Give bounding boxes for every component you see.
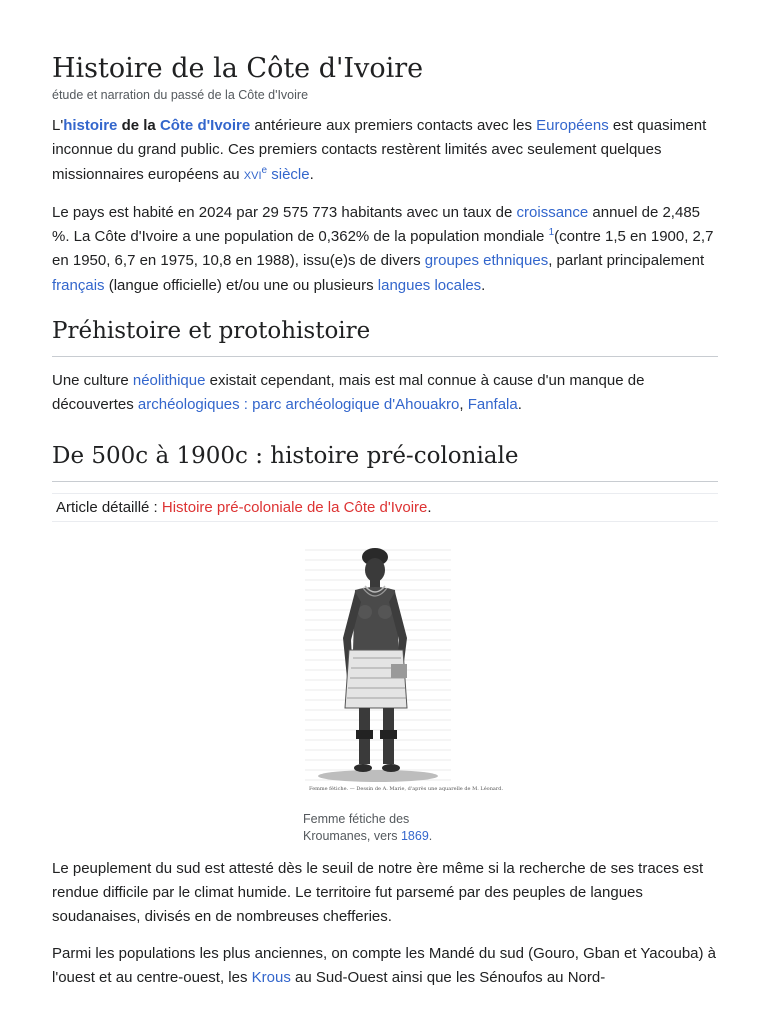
link-1869[interactable]: 1869 bbox=[400, 828, 429, 843]
population-paragraph: Le pays est habité en 2024 par 29 575 773 habitants avec un taux de croissance annuel de 2,485 %. La Côte d'Ivoire a une population de 0,362% de la population mondiale $^1$(contre 1,5 en 1900, 2,7 en 1950, 6,7 en 1975, 10,8 en 1988), issu(e)s de divers groupes ethniques, parlant principalement français (langue officielle) et/ou une ou plusieurs langues locales. bbox=[52, 203, 714, 294]
link-cote-divoire[interactable]: Côte d'Ivoire bbox=[159, 117, 251, 134]
link-histoire-precoloniale[interactable]: Histoire pré-coloniale de la Côte d'Ivoire bbox=[161, 498, 428, 516]
figure bbox=[303, 540, 504, 845]
figure-caption: Femme fétiche des Kroumanes, vers 1869. bbox=[303, 811, 433, 843]
article bbox=[52, 0, 718, 990]
section-heading-precoloniale: De 500c à 1900c : histoire pré-coloniale bbox=[52, 440, 718, 482]
link-europeens[interactable]: Européens bbox=[536, 117, 609, 134]
link-archeologiques[interactable]: archéologiques bbox=[137, 396, 240, 414]
section-heading-prehistoire: Préhistoire et protohistoire bbox=[52, 315, 718, 357]
link-francais[interactable]: français bbox=[52, 276, 105, 294]
link-groupes-ethniques[interactable]: groupes ethniques bbox=[424, 252, 549, 270]
peuplement-paragraph: Le peuplement du sud est attesté dès le seuil de notre ère même si la recherche de ses traces est rendue difficile par le climat humide. Le territoire fut parsemé par des peuples de langues soudanaises, divisés en de nombreuses chefferies. bbox=[52, 859, 704, 926]
engraving-image[interactable] bbox=[303, 540, 504, 802]
hatnote: Article détaillé : Histoire pré-coloniale de la Côte d'Ivoire. bbox=[52, 493, 718, 522]
link-langues-locales[interactable]: langues locales bbox=[377, 276, 482, 294]
page-title: Histoire de la Côte d'Ivoire bbox=[52, 53, 424, 84]
prehistoire-paragraph: Une culture néolithique existait cependant, mais est mal connue à cause d'un manque de découvertes archéologiques : parc archéologique d'Ahouakro, Fanfala. bbox=[52, 372, 645, 414]
link-neolithique[interactable]: néolithique bbox=[132, 372, 206, 390]
link-xvie-siecle[interactable]: xvi$^e$ siècle bbox=[243, 164, 310, 183]
intro-paragraph: L'histoire de la Côte d'Ivoire antérieure aux premiers contacts avec les Européens est quasiment inconnue du grand public. Ces premiers contacts restèrent limités avec seulement quelques missionnaires européens au xvi$^e$ siècle. bbox=[52, 117, 707, 183]
link-croissance[interactable]: croissance bbox=[516, 203, 589, 221]
link-fanfala[interactable]: Fanfala bbox=[467, 396, 518, 414]
link-colon[interactable]: : bbox=[239, 396, 253, 414]
reference-1[interactable]: 1 bbox=[548, 227, 555, 239]
link-krous[interactable]: Krous bbox=[251, 968, 291, 986]
engraving-inscription: Femme fétiche. — Dessin de A. Marie, d'après une aquarelle de M. Léonard. bbox=[309, 785, 504, 792]
link-histoire[interactable]: histoire bbox=[63, 117, 118, 134]
populations-paragraph: Parmi les populations les plus anciennes, on compte les Mandé du sud (Gouro, Gban et Yacouba) à l'ouest et au centre-ouest, les Krous au Sud-Ouest ainsi que les Sénoufos au Nord- bbox=[52, 944, 717, 986]
page-subtitle: étude et narration du passé de la Côte d'Ivoire bbox=[52, 88, 309, 102]
link-parc-ahouakro[interactable]: parc archéologique d'Ahouakro bbox=[252, 396, 460, 414]
